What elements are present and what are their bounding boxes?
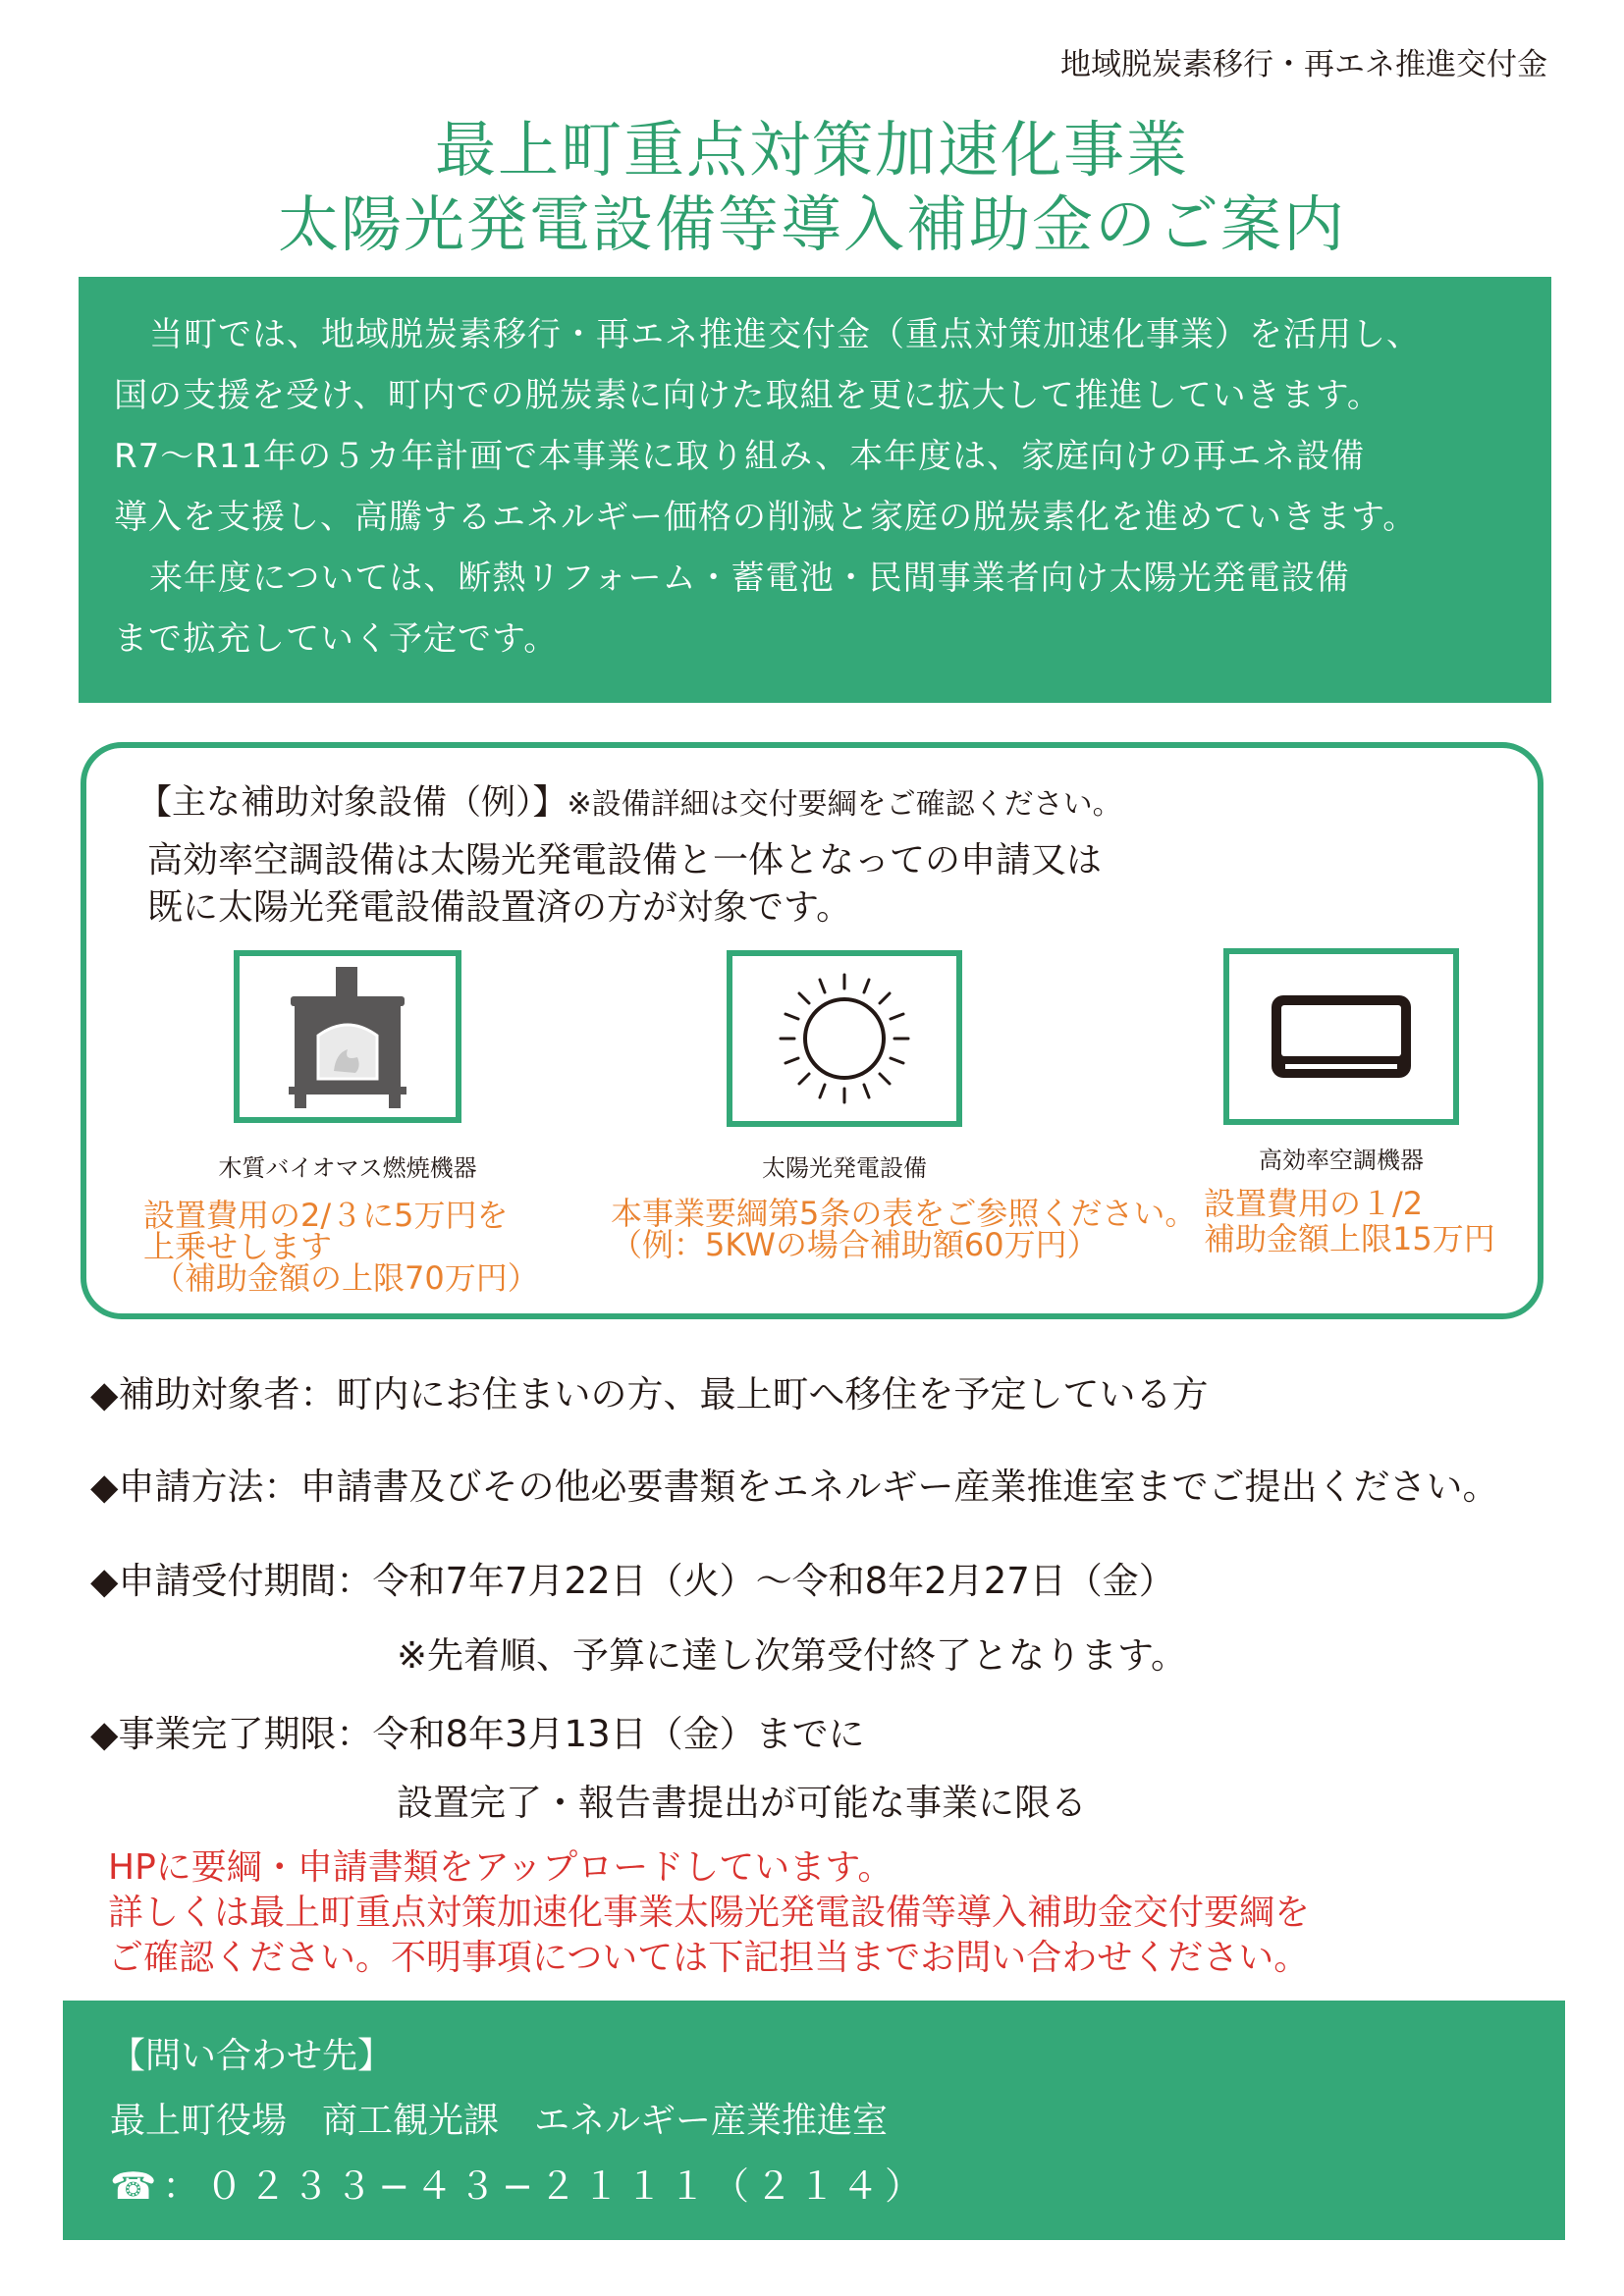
air-conditioner-icon bbox=[1268, 988, 1415, 1086]
stove-icon-frame bbox=[234, 950, 461, 1123]
intro-line: 導入を支援し、高騰するエネルギー価格の削減と家庭の脱炭素化を進めていきます。 bbox=[114, 498, 1418, 537]
application-period: ◆申請受付期間：令和7年7月22日（火）〜令和8年2月27日（金） bbox=[90, 1560, 1175, 1602]
sun-icon bbox=[771, 965, 918, 1112]
notice-line: 詳しくは最上町重点対策加速化事業太陽光発電設備等導入補助金交付要綱を bbox=[108, 1893, 1311, 1933]
equipment-detail-aircon-1: 設置費用の１/2 bbox=[1204, 1185, 1424, 1222]
page-title-line2: 太陽光発電設備等導入補助金のご案内 bbox=[277, 188, 1346, 260]
intro-line: 当町では、地域脱炭素移行・再エネ推進交付金（重点対策加速化事業）を活用し、 bbox=[149, 315, 1421, 354]
equipment-detail-stove-1: 設置費用の2/３に5万円を bbox=[143, 1197, 509, 1234]
notice-line: HPに要綱・申請書類をアップロードしています。 bbox=[108, 1847, 893, 1888]
air-conditioner-icon-frame bbox=[1223, 948, 1459, 1125]
page-title-line1: 最上町重点対策加速化事業 bbox=[434, 114, 1189, 186]
eligible-applicants: ◆補助対象者：町内にお住まいの方、最上町へ移住を予定している方 bbox=[90, 1373, 1209, 1415]
sun-icon-frame bbox=[727, 950, 962, 1127]
contact-panel bbox=[63, 2001, 1565, 2240]
intro-line: 国の支援を受け、町内での脱炭素に向けた取組を更に拡大して推進していきます。 bbox=[114, 376, 1381, 415]
equipment-label-aircon: 高効率空調機器 bbox=[1259, 1147, 1424, 1174]
contact-phone: ☎：０２３３−４３−２１１１（２１４） bbox=[110, 2164, 929, 2208]
intro-line: 来年度については、断熱リフォーム・蓄電池・民間事業者向け太陽光発電設備 bbox=[149, 559, 1350, 598]
equipment-detail-aircon-2: 補助金額上限15万円 bbox=[1204, 1220, 1495, 1257]
equipment-detail-stove-2: 上乗せします bbox=[143, 1228, 333, 1265]
application-period-note: ※先着順、予算に達し次第受付終了となります。 bbox=[397, 1634, 1188, 1677]
intro-panel bbox=[79, 277, 1551, 703]
contact-office: 最上町役場 商工観光課 エネルギー産業推進室 bbox=[110, 2101, 889, 2141]
equipment-line1: 高効率空調設備は太陽光発電設備と一体となっての申請又は bbox=[147, 840, 1103, 881]
equipment-label-solar: 太陽光発電設備 bbox=[762, 1154, 927, 1182]
equipment-line2: 既に太陽光発電設備設置済の方が対象です。 bbox=[147, 887, 852, 928]
equipment-detail-solar-1: 本事業要綱第5条の表をご参照ください。 bbox=[611, 1195, 1197, 1232]
application-method: ◆申請方法：申請書及びその他必要書類をエネルギー産業推進室までご提出ください。 bbox=[90, 1466, 1499, 1508]
contact-heading: 【問い合わせ先】 bbox=[110, 2036, 394, 2076]
notice-line: ご確認ください。不明事項については下記担当までお問い合わせください。 bbox=[108, 1938, 1310, 1978]
equipment-note: ※設備詳細は交付要綱をご確認ください。 bbox=[567, 787, 1122, 822]
completion-deadline: ◆事業完了期限：令和8年3月13日（金）までに bbox=[90, 1713, 865, 1755]
stove-icon bbox=[279, 963, 416, 1110]
program-name: 地域脱炭素移行・再エネ推進交付金 bbox=[1060, 47, 1547, 82]
equipment-detail-solar-2: （例：5KWの場合補助額60万円） bbox=[611, 1226, 1099, 1263]
equipment-detail-stove-3: （補助金額の上限70万円） bbox=[153, 1259, 539, 1297]
intro-line: まで拡充していく予定です。 bbox=[114, 619, 559, 659]
equipment-label-stove: 木質バイオマス燃焼機器 bbox=[218, 1154, 477, 1182]
completion-deadline-note: 設置完了・報告書提出が可能な事業に限る bbox=[397, 1782, 1087, 1824]
intro-line: R7〜R11年の５カ年計画で本事業に取り組み、本年度は、家庭向けの再エネ設備 bbox=[114, 437, 1366, 476]
equipment-heading-text: 【主な補助対象設備（例）】 bbox=[137, 783, 568, 823]
equipment-heading bbox=[137, 775, 1122, 825]
